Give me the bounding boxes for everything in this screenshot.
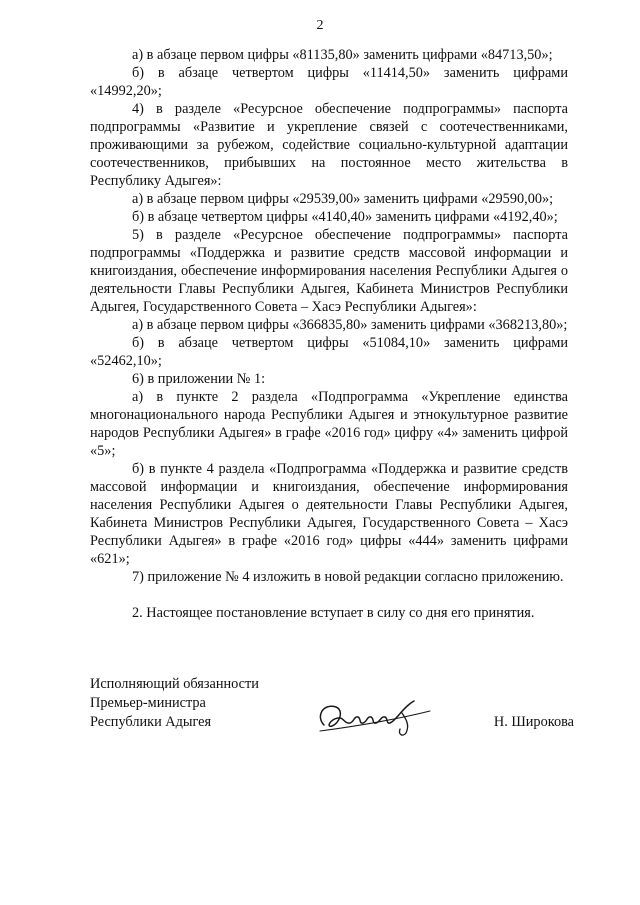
paragraph-6: 5) в разделе «Ресурсное обеспечение подпрограммы» паспорта подпрограммы «Поддержка и развитие средств массовой информации и книгоиздания, обеспечение информирования населения Республики Адыгея о деятельности Главы Республики Адыгея, Кабинета Министров Республики Адыгея, Государственного Совета – Хасэ Республики Адыгея»: [90,227,568,315]
handwritten-signature [310,693,435,743]
signer-title-line: Исполняющий обязанности [90,676,259,692]
paragraph-10: а) в пункте 2 раздела «Подпрограмма «Укрепление единства многонационального народа Республики Адыгея и этнокультурное развитие народов Республики Адыгея» в графе «2016 год» цифру «4» заменить цифрой «5»; [90,389,568,459]
document-body [90,46,568,622]
paragraph-5: б) в абзаце четвертом цифры «4140,40» заменить цифрами «4192,40»; [132,209,558,225]
paragraph-3: 4) в разделе «Ресурсное обеспечение подпрограммы» паспорта подпрограммы «Развитие и укрепление связей с соотечественниками, проживающими за рубежом, содействие социально-культурной адаптации соотечественников, прибывших на постоянное место жительства в Республику Адыгея»: [90,101,568,189]
paragraph-4: а) в абзаце первом цифры «29539,00» заменить цифрами «29590,00»; [132,191,554,207]
paragraph-12: 7) приложение № 4 изложить в новой редакции согласно приложению. [132,569,564,585]
paragraph-9: 6) в приложении № 1: [132,371,266,387]
signature-block [90,675,580,732]
paragraph-7: а) в абзаце первом цифры «366835,80» заменить цифрами «368213,80»; [132,317,568,333]
signer-title-line: Республики Адыгея [90,714,212,730]
signer-name: Н. Широкова [493,714,574,730]
page-number: 2 [316,18,324,33]
paragraph-2: б) в абзаце четвертом цифры «11414,50» заменить цифрами «14992,20»; [90,65,568,99]
paragraph-8: б) в абзаце четвертом цифры «51084,10» заменить цифрами «52462,10»; [90,335,568,369]
paragraph-1: а) в абзаце первом цифры «81135,80» заменить цифрами «84713,50»; [132,47,553,63]
closing-paragraph: 2. Настоящее постановление вступает в силу со дня его принятия. [132,605,535,621]
signer-title-line: Премьер-министра [90,695,206,711]
paragraph-11: б) в пункте 4 раздела «Подпрограмма «Поддержка и развитие средств массовой информации и книгоиздания, обеспечение информирования населения Республики Адыгея о деятельности Главы Республики Адыгея, Кабинета Министров Республики Адыгея, Государственного Совета – Хасэ Республики Адыгея» в графе «2016 год» цифры «444» заменить цифрами «621»; [90,461,568,567]
